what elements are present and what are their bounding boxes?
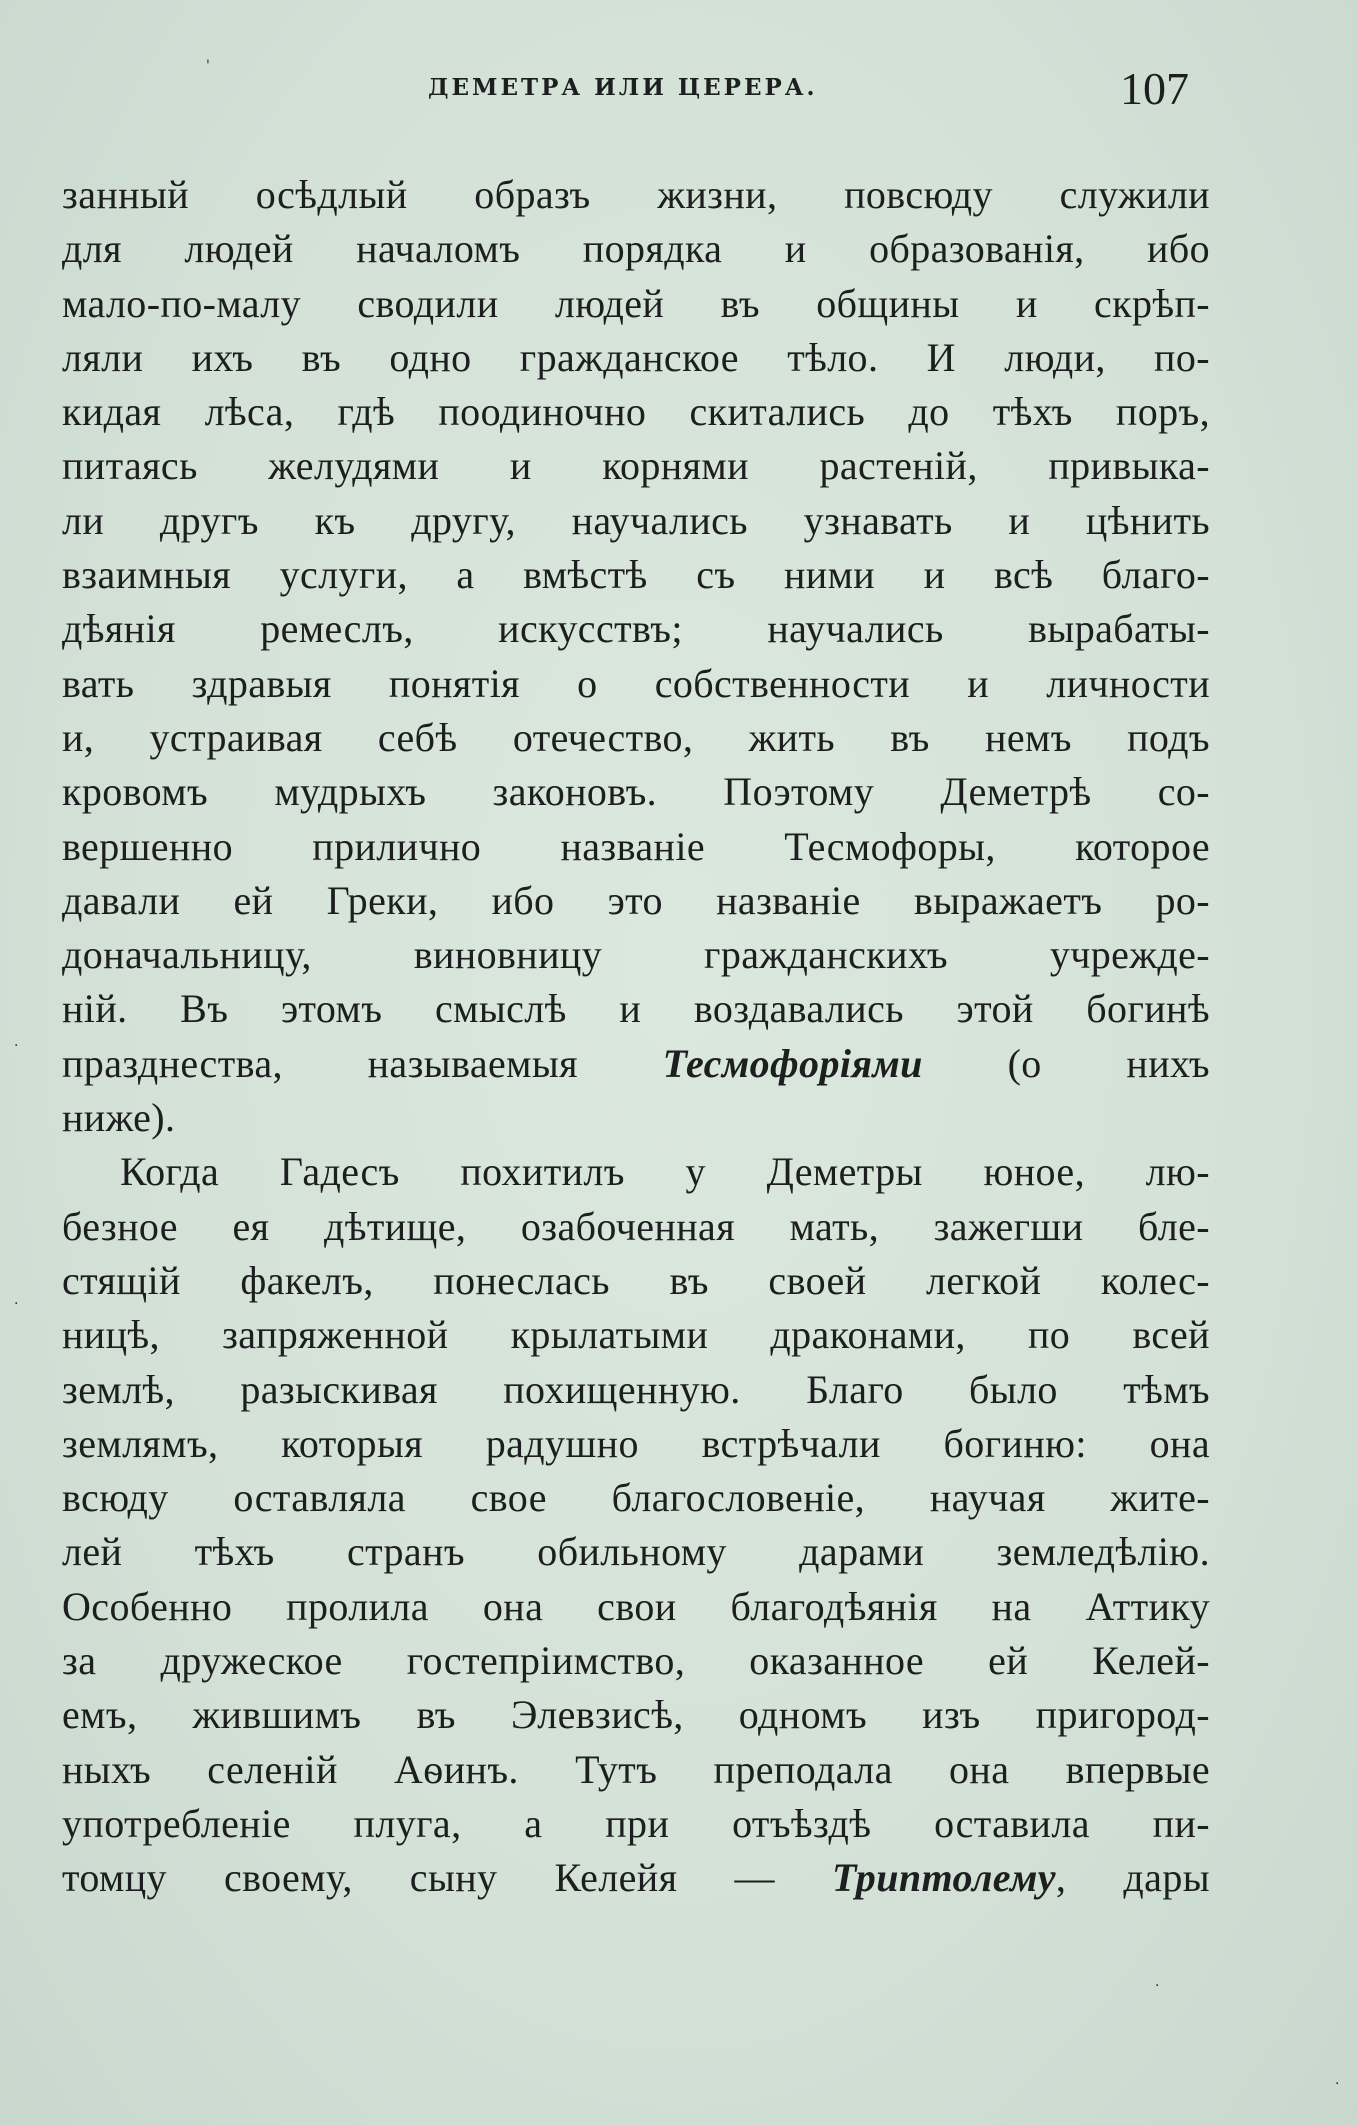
text-line: кровомъ мудрыхъ законовъ. Поэтому Деметрѣ со- xyxy=(62,769,1210,815)
scan-speck: · xyxy=(1335,2076,1340,2092)
text-line: и, устраивая себѣ отечество, жить въ немъ подъ xyxy=(62,714,1210,760)
text-line: взаимныя услуги, а вмѣстѣ съ ними и всѣ благо- xyxy=(62,552,1210,598)
text-line: празднества, называемыя Тесмофоріями (о нихъ xyxy=(62,1040,1210,1086)
running-head xyxy=(0,60,1358,120)
text-line: за дружеское гостепріимство, оказанное ей Келей- xyxy=(62,1638,1210,1684)
text-line: емъ, жившимъ въ Элевзисѣ, одномъ изъ пригород- xyxy=(62,1692,1210,1738)
text-line: землямъ, которыя радушно встрѣчали богиню: она xyxy=(62,1420,1210,1466)
paragraph-1 xyxy=(62,168,1210,1145)
scan-speck: · xyxy=(1155,1978,1160,1994)
text-line: ляли ихъ въ одно гражданское тѣло. И люди, по- xyxy=(62,334,1210,380)
text-line: ныхъ селеній Аѳинъ. Тутъ преподала она впервые xyxy=(62,1746,1210,1792)
body-text xyxy=(62,168,1210,1906)
running-title: ДЕМЕТРА ИЛИ ЦЕРЕРА. xyxy=(428,74,818,101)
text-line: Когда Гадесъ похитилъ у Деметры юное, лю- xyxy=(120,1149,1210,1195)
text-line: вать здравыя понятія о собственности и личности xyxy=(62,660,1210,706)
text-line: безное ея дѣтище, озабоченная мать, зажегши бле- xyxy=(62,1203,1210,1249)
text-line: всюду оставляла свое благословеніе, научая жите- xyxy=(62,1475,1210,1521)
text-line: вершенно прилично названіе Тесмофоры, которое xyxy=(62,823,1210,869)
text-line: доначальницу, виновницу гражданскихъ учрежде- xyxy=(62,932,1210,978)
scan-speck: ' xyxy=(206,58,210,74)
italic-term: Тесмофоріями xyxy=(662,1040,923,1086)
paragraph-2 xyxy=(62,1145,1210,1905)
text-line: употребленіе плуга, а при отъѣздѣ оставила пи- xyxy=(62,1800,1210,1846)
text-line: ницѣ, запряженной крылатыми драконами, по всей xyxy=(62,1312,1210,1358)
text-line: стящій факелъ, понеслась въ своей легкой колес- xyxy=(62,1257,1210,1303)
text-line: ниже). xyxy=(62,1095,176,1141)
text-line: Особенно пролила она свои благодѣянія на Аттику xyxy=(62,1583,1210,1629)
text-line: питаясь желудями и корнями растеній, привыка- xyxy=(62,443,1210,489)
text-line: кидая лѣса, гдѣ поодиночно скитались до тѣхъ поръ, xyxy=(62,389,1210,435)
text-line: лей тѣхъ странъ обильному дарами земледѣлію. xyxy=(62,1529,1210,1575)
text-line: дѣянія ремеслъ, искусствъ; научались вырабаты- xyxy=(62,606,1210,652)
italic-term: Триптолему xyxy=(831,1855,1056,1901)
text-line: для людей началомъ порядка и образованія, ибо xyxy=(62,226,1210,272)
text-line: томцу своему, сыну Келейя — Триптолему, дары xyxy=(62,1855,1210,1901)
text-line: занный осѣдлый образъ жизни, повсюду служили xyxy=(62,172,1210,217)
text-line: землѣ, разыскивая похищенную. Благо было тѣмъ xyxy=(62,1366,1210,1412)
text-line: мало-по-малу сводили людей въ общины и скрѣп- xyxy=(62,280,1210,326)
page-number: 107 xyxy=(1120,63,1189,114)
scan-speck: · xyxy=(14,1296,19,1312)
text-line: ній. Въ этомъ смыслѣ и воздавались этой богинѣ xyxy=(62,986,1210,1032)
text-line: ли другъ къ другу, научались узнавать и цѣнить xyxy=(62,497,1210,543)
text-line: давали ей Греки, ибо это названіе выражаетъ ро- xyxy=(62,877,1210,923)
scan-speck: · xyxy=(14,1038,19,1054)
